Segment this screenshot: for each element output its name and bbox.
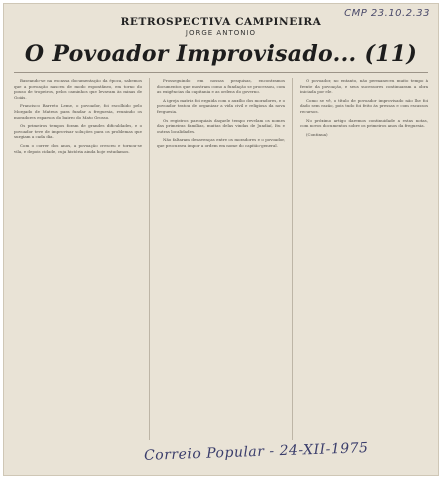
paragraph: Prosseguindo em nossas pesquisas, encontramos documentos que mostram como a fundação se processou, com as exigências da capitania e as ordens do governo.	[157, 78, 285, 95]
article-column-1	[14, 78, 142, 440]
paragraph: Com o correr dos anos, a povoação cresceu e tornou-se vila, e depois cidade, cuja história ainda hoje estudamos.	[14, 142, 142, 154]
article-body	[14, 78, 428, 440]
header-divider	[14, 72, 428, 73]
article-column-2	[157, 78, 285, 440]
paragraph: (Continua)	[306, 131, 328, 137]
paragraph: O povoador, no entanto, não permaneceu muito tempo à frente da povoação, e seus sucessores continuaram a obra iniciada por ele.	[300, 78, 428, 95]
paragraph: Francisco Barreto Leme, o povoador, foi escolhido pelo Morgado de Mateus para fundar a freguesia, reunindo os moradores esparsos do bairro do Mato Grosso.	[14, 103, 142, 120]
paragraph: Não faltaram desavenças entre os moradores e o povoador, que procurava impor a ordem em nome do capitão-general.	[157, 137, 285, 148]
handwritten-source-note: Correio Popular - 24-XII-1975	[143, 440, 369, 464]
archive-annotation: CMP 23.10.2.33	[344, 8, 430, 19]
newspaper-clipping	[4, 4, 438, 475]
column-divider	[292, 78, 293, 440]
article-headline: O Povoador Improvisado... (11)	[24, 41, 418, 67]
paragraph: Como se vê, o título de povoador improvisado não lhe foi dado sem razão, pois tudo foi feito às pressas e com escassos recursos.	[300, 97, 428, 114]
paragraph: Os registros paroquiais daquele tempo revelam os nomes das primeiras famílias, muitas delas vindas de Jundiaí, Itu e outras localidades.	[157, 117, 285, 134]
paragraph: A igreja matriz foi erguida com o auxílio dos moradores, e o povoador tratou de organizar a vida civil e religiosa da nova freguesia.	[157, 97, 285, 114]
paragraph: Os primeiros tempos foram de grandes dificuldades, e o povoador teve de improvisar soluções para os problemas que surgiam a cada dia.	[14, 123, 142, 140]
column-divider	[149, 78, 150, 440]
author-byline: JORGE ANTONIO	[185, 29, 257, 37]
series-title: RETROSPECTIVA CAMPINEIRA	[120, 16, 322, 28]
paragraph: Baseando-se na escassa documentação da época, sabemos que a povoação nasceu de modo espontâneo, em torno do pouso de tropeiros, pelos caminhos que levavam às minas de Goiás.	[14, 78, 142, 100]
article-column-3	[300, 78, 428, 440]
paragraph: No próximo artigo daremos continuidade a estas notas, com novos documentos sobre os primeiros anos da freguesia.	[300, 117, 428, 129]
